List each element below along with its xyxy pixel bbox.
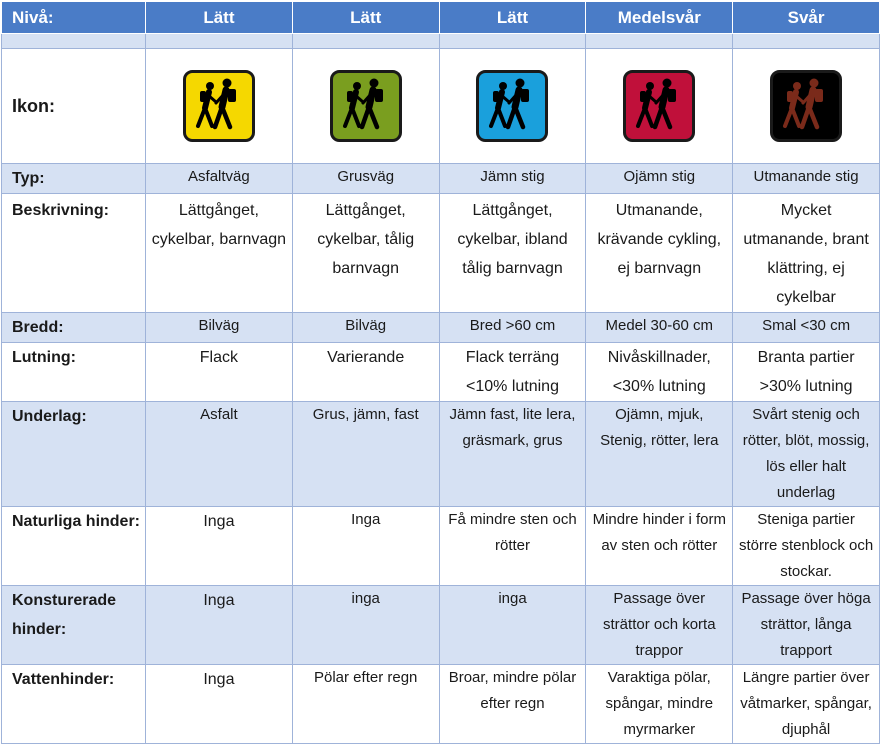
header-level-2: Lätt	[292, 2, 439, 34]
table-cell: Få mindre sten och rötter	[439, 507, 586, 586]
row-bredd	[2, 313, 880, 343]
hikers-icon	[737, 70, 875, 142]
table-cell: Varierande	[292, 343, 439, 402]
table-cell: Nivåskillnader, <30% lutning	[586, 343, 733, 402]
difficulty-table	[1, 1, 880, 744]
row-label: Typ:	[2, 164, 146, 194]
row-label: Bredd:	[2, 313, 146, 343]
table-cell: Inga	[146, 507, 293, 586]
hikers-icon	[590, 70, 728, 142]
table-cell: Jämn stig	[439, 164, 586, 194]
table-cell: Branta partier >30% lutning	[733, 343, 880, 402]
table-cell: Inga	[146, 586, 293, 665]
table-cell: Mindre hinder i form av sten och rötter	[586, 507, 733, 586]
table-cell: Utmanande stig	[733, 164, 880, 194]
header-level-5: Svår	[733, 2, 880, 34]
table-cell: Svårt stenig och rötter, blöt, mossig, lös eller halt underlag	[733, 402, 880, 507]
table-cell: Ojämn, mjuk, Stenig, rötter, lera	[586, 402, 733, 507]
table-cell: Flack	[146, 343, 293, 402]
table-cell: Passage över höga strättor, långa trapport	[733, 586, 880, 665]
icon-cell	[439, 49, 586, 164]
icon-row	[2, 49, 880, 164]
header-level-1: Lätt	[146, 2, 293, 34]
icon-cell	[586, 49, 733, 164]
row-label-icon: Ikon:	[2, 49, 146, 164]
header-row	[2, 2, 880, 34]
table-cell: inga	[439, 586, 586, 665]
table-cell: Bilväg	[292, 313, 439, 343]
hikers-icon	[150, 70, 288, 142]
table-cell: Flack terräng <10% lutning	[439, 343, 586, 402]
header-level-3: Lätt	[439, 2, 586, 34]
row-naturliga-hinder	[2, 507, 880, 586]
table-cell: Mycket utmanande, brant klättring, ej cykelbar	[733, 194, 880, 313]
table-cell: Medel 30-60 cm	[586, 313, 733, 343]
hikers-icon	[444, 70, 582, 142]
spacer-row	[2, 34, 880, 49]
row-label: Naturliga hinder:	[2, 507, 146, 586]
table-cell: Varaktiga pölar, spångar, mindre myrmarker	[586, 665, 733, 744]
table-cell: Grus, jämn, fast	[292, 402, 439, 507]
table-cell: Pölar efter regn	[292, 665, 439, 744]
table-cell: Inga	[146, 665, 293, 744]
table-cell: Ojämn stig	[586, 164, 733, 194]
icon-cell	[292, 49, 439, 164]
icon-cell	[146, 49, 293, 164]
table-cell: Asfaltväg	[146, 164, 293, 194]
row-vattenhinder	[2, 665, 880, 744]
table-cell: Smal <30 cm	[733, 313, 880, 343]
header-level-label: Nivå:	[2, 2, 146, 34]
row-label: Vattenhinder:	[2, 665, 146, 744]
row-underlag	[2, 402, 880, 507]
row-label: Underlag:	[2, 402, 146, 507]
row-beskrivning	[2, 194, 880, 313]
row-label: Lutning:	[2, 343, 146, 402]
table-cell: Inga	[292, 507, 439, 586]
table-cell: Lättgånget, cykelbar, ibland tålig barnvagn	[439, 194, 586, 313]
icon-cell	[733, 49, 880, 164]
table-cell: Broar, mindre pölar efter regn	[439, 665, 586, 744]
table-cell: Steniga partier större stenblock och stockar.	[733, 507, 880, 586]
table-cell: Asfalt	[146, 402, 293, 507]
table-cell: Längre partier över våtmarker, spångar, djuphål	[733, 665, 880, 744]
table-cell: Grusväg	[292, 164, 439, 194]
header-level-4: Medelsvår	[586, 2, 733, 34]
row-konstruerade-hinder	[2, 586, 880, 665]
table-cell: inga	[292, 586, 439, 665]
hikers-icon	[297, 70, 435, 142]
table-cell: Bilväg	[146, 313, 293, 343]
table-cell: Lättgånget, cykelbar, tålig barnvagn	[292, 194, 439, 313]
table-cell: Passage över strättor och korta trappor	[586, 586, 733, 665]
row-label: Konsturerade hinder:	[2, 586, 146, 665]
table-cell: Jämn fast, lite lera, gräsmark, grus	[439, 402, 586, 507]
table-cell: Lättgånget, cykelbar, barnvagn	[146, 194, 293, 313]
table-cell: Bred >60 cm	[439, 313, 586, 343]
row-typ	[2, 164, 880, 194]
row-label: Beskrivning:	[2, 194, 146, 313]
table-cell: Utmanande, krävande cykling, ej barnvagn	[586, 194, 733, 313]
row-lutning	[2, 343, 880, 402]
